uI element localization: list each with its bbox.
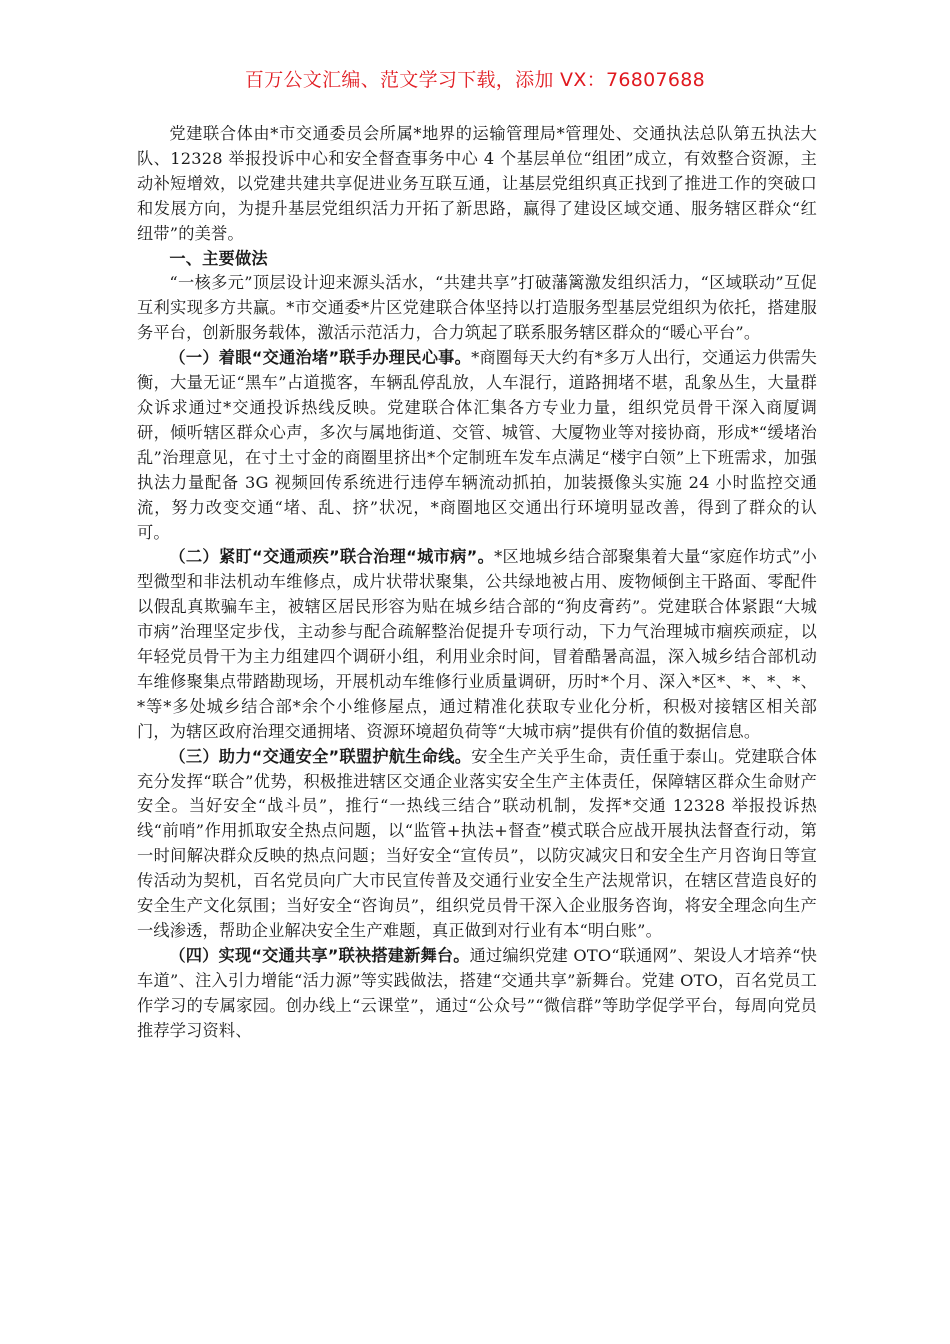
- measure-body-1: *商圈每天大约有*多万人出行，交通运力供需失衡，大量无证“黑车”占道揽客，车辆乱停乱放，人车混行，道路拥堵不堪，乱象丛生，大量群众诉求通过*交通投诉热线反映。党建联合体汇集各方专业力量，组织党员骨干深入商厦调研，倾听辖区群众心声，多次与属地街道、交管、城管、大厦物业等对接协商，形成*“缓堵治乱”治理意见，在寸土寸金的商圈里挤出*个定制班车发车点满足“楼宇白领”上下班需求，加强执法力量配备 3G 视频回传系统进行违停车辆流动抓拍，加装摄像头实施 24 小时监控交通流，努力改变交通“堵、乱、挤”状况，*商圈地区交通出行环境明显改善，得到了群众的认可。: [137, 348, 818, 542]
- measure-body-2: *区地城乡结合部聚集着大量“家庭作坊式”小型微型和非法机动车维修点，成片状带状聚集，公共绿地被占用、废物倾倒主干路面、零配件以假乱真欺骗车主，被辖区居民形容为贴在城乡结合部的“狗皮膏药”。党建联合体紧跟“大城市病”治理坚定步伐，主动参与配合疏解整治促提升专项行动，下力气治理城市痼疾顽症，以年轻党员骨干为主力组建四个调研小组，利用业余时间，冒着酷暑高温，深入城乡结合部机动车维修聚集点带踏勘现场，开展机动车维修行业质量调研，历时*个月、深入*区*、*、*、*、*等*多处城乡结合部*余个小维修屋点，通过精准化获取专业化分析，积极对接辖区相关部门，为辖区政府治理交通拥堵、资源环境超负荷等“大城市病”提供有价值的数据信息。: [137, 547, 818, 741]
- measure-paragraph-4: [137, 944, 817, 1044]
- section-overview-paragraph: “一核多元”顶层设计迎来源头活水，“共建共享”打破藩篱激发组织活力，“区域联动”互促互利实现多方共赢。*市交通委*片区党建联合体坚持以打造服务型基层党组织为依托，搭建服务平台，创新服务载体，激活示范活力，合力筑起了联系服务辖区群众的“暖心平台”。: [137, 273, 817, 343]
- measure-paragraph-1: [137, 346, 817, 545]
- measure-lead-2: （二）紧盯“交通顽疾”联合治理“城市病”。: [169, 547, 495, 567]
- measure-paragraph-2: [137, 545, 817, 744]
- measure-paragraph-3: [137, 745, 817, 944]
- measure-lead-4: （四）实现“交通共享”联袂搭建新舞台。: [169, 945, 470, 965]
- measure-body-4: 通过编织党建 OTO“联通网”、架设人才培养“快车道”、注入引力增能“活力源”等实践做法，搭建“交通共享”新舞台。党建 OTO，百名党员工作学习的专属家园。创办线上“云课堂”，通过“公众号”“微信群”等助学促学平台，每周向党员推荐学习资料、: [137, 945, 817, 1040]
- measure-lead-1: （一）着眼“交通治堵”联手办理民心事。: [169, 348, 472, 368]
- document-body: [137, 122, 817, 1044]
- section-heading: 一、主要做法: [169, 248, 268, 268]
- measure-lead-3: （三）助力“交通安全”联盟护航生命线。: [169, 746, 472, 766]
- measure-body-3: 安全生产关乎生命，责任重于泰山。党建联合体充分发挥“联合”优势，积极推进辖区交通企业落实安全生产主体责任，保障辖区群众生命财产安全。当好安全“战斗员”，推行“一热线三结合”联动机制，发挥*交通 12328 举报投诉热线“前哨”作用抓取安全热点问题，以“监管+执法+督查”模式联合应战开展执法督查行动，第一时间解决群众反映的热点问题；当好安全“宣传员”，以防灾减灾日和安全生产月咨询日等宣传活动为契机，百名党员向广大市民宣传普及交通行业安全生产法规常识，在辖区营造良好的安全生产文化氛围；当好安全“咨询员”，组织党员骨干深入企业服务咨询，将安全理念向生产一线渗透，帮助企业解决安全生产难题，真正做到对行业有本“明白账”。: [137, 746, 817, 940]
- download-banner: 百万公文汇编、范文学习下载，添加 VX：76807688: [244, 69, 706, 91]
- intro-paragraph: 党建联合体由*市交通委员会所属*地界的运输管理局*管理处、交通执法总队第五执法大队、12328 举报投诉中心和安全督查事务中心 4 个基层单位“组团”成立，有效整合资源，主动补短增效，以党建共建共享促进业务互联互通，让基层党组织真正找到了推进工作的突破口和发展方向，为提升基层党组织活力开拓了新思路，赢得了建设区域交通、服务辖区群众“红纽带”的美誉。: [137, 124, 817, 243]
